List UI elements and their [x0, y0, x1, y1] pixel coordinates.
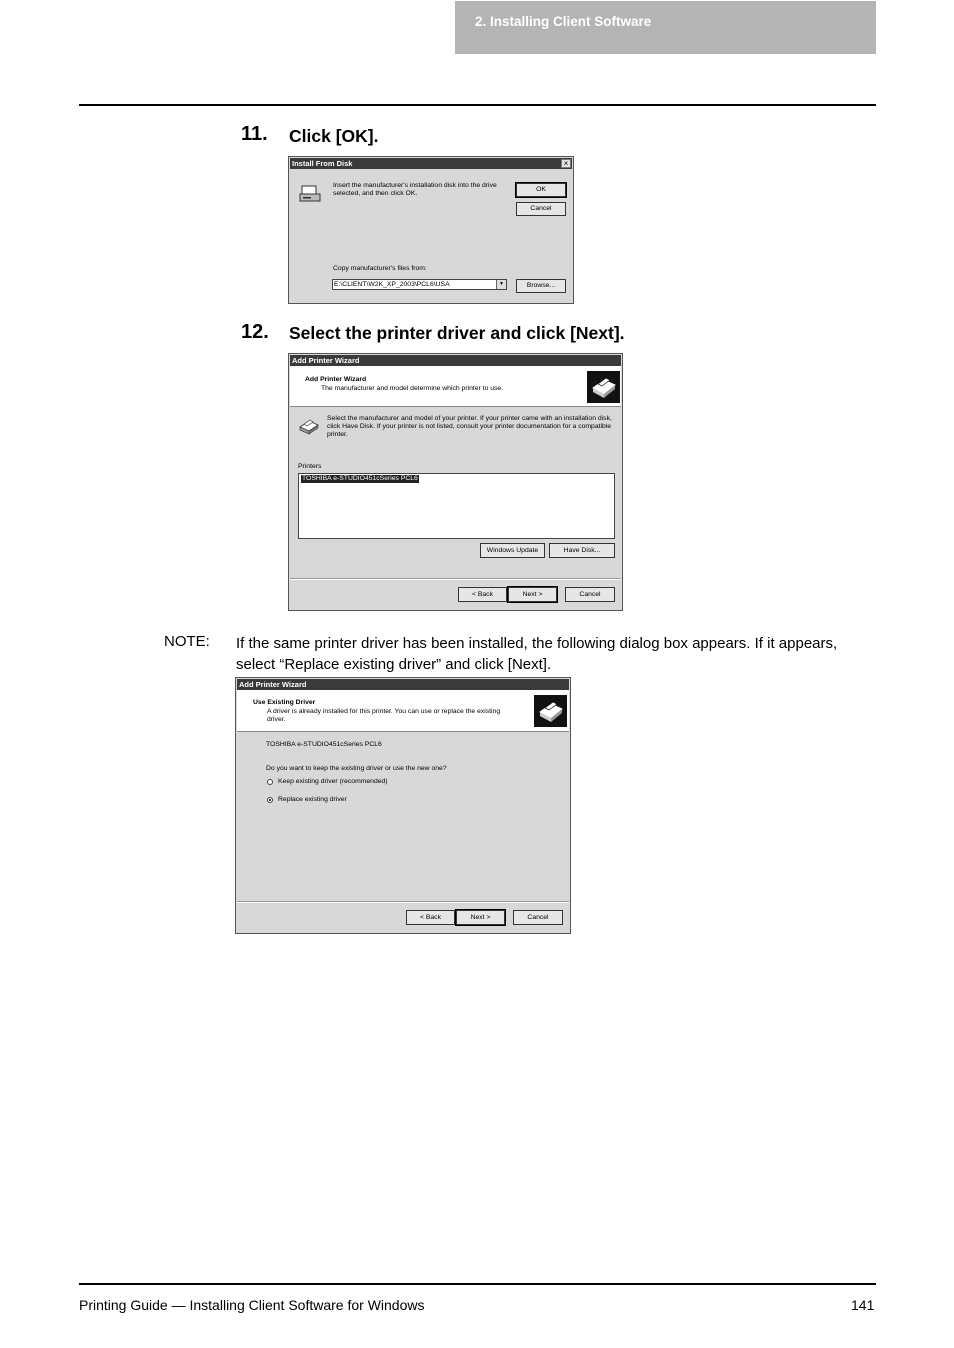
- step-12-text: Select the printer driver and click [Next].: [289, 323, 625, 343]
- wizard-heading: Use Existing Driver: [253, 699, 316, 706]
- printer-wizard-icon: [534, 695, 567, 727]
- keep-or-replace-question: Do you want to keep the existing driver or use the new one?: [266, 765, 447, 772]
- wizard-subheading: A driver is already installed for this printer. You can use or replace the existing driver.: [267, 708, 501, 723]
- ok-button[interactable]: OK: [516, 183, 566, 197]
- printer-wizard-icon: [587, 371, 620, 403]
- path-value: E:\CLIENT\W2K_XP_2003\PCL6\USA: [334, 281, 450, 288]
- dialog-titlebar: [237, 679, 569, 690]
- disk-drive-icon: [299, 184, 321, 204]
- close-button[interactable]: ×: [561, 159, 571, 168]
- wizard-header: [237, 690, 569, 732]
- step-12-number: 12.: [241, 321, 269, 343]
- wizard-header: [290, 366, 621, 407]
- note-label: NOTE:: [164, 633, 210, 650]
- dialog-title: Add Printer Wizard: [239, 680, 307, 689]
- add-printer-wizard-dialog: [288, 353, 623, 611]
- back-button[interactable]: < Back: [406, 910, 455, 925]
- browse-button[interactable]: Browse...: [516, 279, 566, 293]
- replace-driver-radio[interactable]: [267, 797, 273, 803]
- page-number: 141: [851, 1297, 875, 1313]
- chevron-down-icon[interactable]: ▼: [496, 280, 506, 289]
- printer-icon: [298, 416, 320, 436]
- step-11-number: 11.: [241, 123, 268, 145]
- have-disk-button[interactable]: Have Disk...: [549, 543, 615, 558]
- back-button[interactable]: < Back: [458, 587, 507, 602]
- dialog-titlebar: [290, 158, 572, 169]
- cancel-button[interactable]: Cancel: [516, 202, 566, 216]
- footer-rule: [79, 1283, 876, 1285]
- copy-files-label: Copy manufacturer's files from:: [333, 265, 427, 272]
- replace-driver-label[interactable]: Replace existing driver: [278, 796, 347, 803]
- insert-disk-message: Insert the manufacturer's installation disk into the drive selected, and then click OK.: [333, 182, 497, 197]
- use-existing-driver-dialog: [235, 677, 571, 934]
- dialog-title: Install From Disk: [292, 159, 353, 168]
- path-combobox[interactable]: [332, 279, 507, 290]
- cancel-button[interactable]: Cancel: [565, 587, 615, 602]
- wizard-subheading: The manufacturer and model determine which printer to use.: [321, 385, 504, 392]
- wizard-instructions: Select the manufacturer and model of your printer. If your printer came with an installation disk, click Have Disk. If your printer is not listed, consult your printer documentation for a compatible printer.: [327, 415, 612, 438]
- list-item-selected-printer[interactable]: TOSHIBA e-STUDIO451cSeries PCL6: [302, 475, 418, 482]
- section-title: 2. Installing Client Software: [475, 14, 652, 29]
- cancel-button[interactable]: Cancel: [513, 910, 563, 925]
- note-text: If the same printer driver has been installed, the following dialog box appears. If it appears, select “Replace existing driver” and click [Next].: [236, 635, 838, 673]
- next-button[interactable]: Next >: [456, 910, 505, 925]
- dialog-titlebar: [290, 355, 621, 366]
- footer-separator: [237, 901, 569, 903]
- footer-separator: [290, 578, 621, 580]
- keep-driver-label[interactable]: Keep existing driver (recommended): [278, 778, 388, 785]
- windows-update-button[interactable]: Windows Update: [480, 543, 545, 558]
- step-11-text: Click [OK].: [289, 126, 379, 146]
- keep-driver-radio[interactable]: [267, 779, 273, 785]
- wizard-heading: Add Printer Wizard: [305, 376, 367, 383]
- section-header-tab: [455, 1, 876, 54]
- header-rule: [79, 104, 876, 106]
- footer-title: Printing Guide — Installing Client Software for Windows: [79, 1297, 425, 1313]
- next-button[interactable]: Next >: [508, 587, 557, 602]
- printers-label: Printers: [298, 463, 322, 470]
- printer-name: TOSHIBA e-STUDIO451cSeries PCL6: [266, 741, 382, 748]
- printers-listbox[interactable]: [298, 473, 615, 539]
- dialog-title: Add Printer Wizard: [292, 356, 360, 365]
- install-from-disk-dialog: [288, 156, 574, 304]
